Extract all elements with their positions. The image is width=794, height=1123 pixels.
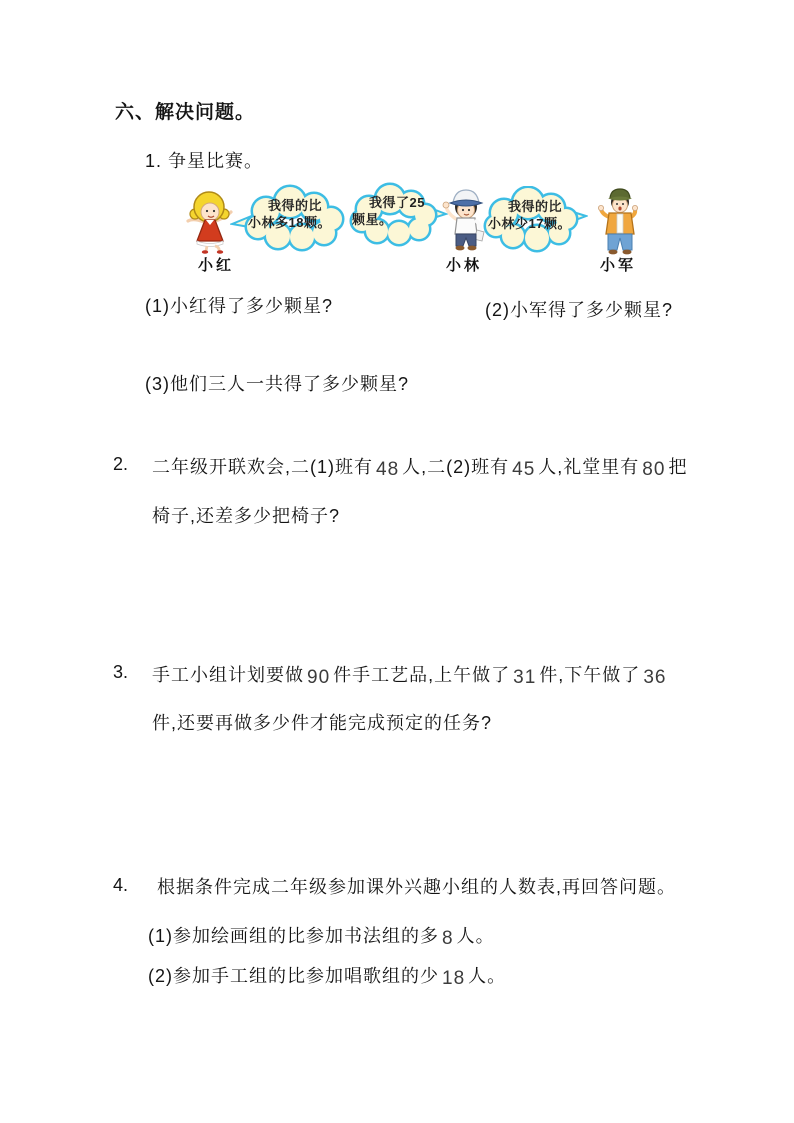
- text-run: 二年级开联欢会,二(1)班有: [152, 457, 373, 477]
- speech-bubble-xiaolin: [346, 182, 448, 250]
- inline-number: 36: [643, 667, 667, 688]
- problem-1-question-1: (1)小红得了多少颗星?: [145, 296, 334, 316]
- text-run: (1)参加绘画组的比参加书法组的多: [148, 926, 439, 946]
- text-run: 人,礼堂里有: [538, 457, 640, 477]
- text-run: 把: [668, 457, 688, 477]
- inline-number: 90: [307, 667, 331, 688]
- problem-4-marker: 4.: [113, 875, 129, 895]
- section-title: 六、解决问题。: [115, 102, 256, 123]
- text-run: 人。: [456, 926, 495, 946]
- xiaojun-boy-illustration: [594, 186, 646, 258]
- problem-2-line-2: 椅子,还差多少把椅子?: [152, 506, 341, 526]
- text-run: 件,下午做了: [539, 665, 641, 685]
- inline-number: 45: [512, 459, 536, 480]
- problem-1-question-2: (2)小军得了多少颗星?: [485, 300, 674, 320]
- inline-number: 18: [442, 968, 466, 989]
- text-run: (2)参加手工组的比参加唱歌组的少: [148, 966, 439, 986]
- text-run: 件手工艺品,上午做了: [333, 665, 511, 685]
- problem-4-title: 根据条件完成二年级参加课外兴趣小组的人数表,再回答问题。: [157, 877, 676, 897]
- bubble-text-line: 我得的比: [267, 198, 322, 213]
- problem-3-line-2: 件,还要再做多少件才能完成预定的任务?: [152, 713, 493, 733]
- bubble-text-line: 我得了25: [369, 195, 425, 210]
- xiaolin-label: 小林: [446, 257, 483, 274]
- star-contest-illustration: [178, 182, 670, 278]
- inline-number: 48: [376, 459, 400, 480]
- problem-1-title: 1. 争星比赛。: [145, 151, 264, 171]
- text-run: 手工小组计划要做: [152, 665, 304, 685]
- inline-number: 31: [513, 667, 537, 688]
- text-run: 人,二(2)班有: [402, 457, 510, 477]
- problem-2-marker: 2.: [113, 454, 129, 474]
- problem-3-marker: 3.: [113, 662, 129, 682]
- speech-bubble-xiaohong: [230, 184, 348, 254]
- problem-4-condition-1: [148, 922, 495, 948]
- xiaohong-label: 小红: [198, 257, 235, 274]
- inline-number: 8: [442, 928, 454, 949]
- bubble-text-line: 小林少17颗。: [488, 216, 571, 231]
- bubble-text-line: 颗星。: [352, 212, 393, 227]
- problem-2-line-1: [152, 453, 687, 479]
- problem-1-question-3: (3)他们三人一共得了多少颗星?: [145, 374, 410, 394]
- text-run: 人。: [468, 966, 507, 986]
- problem-4-condition-2: [148, 962, 506, 988]
- inline-number: 80: [642, 459, 666, 480]
- xiaojun-label: 小军: [600, 257, 637, 274]
- problem-3-line-1: [152, 661, 669, 687]
- bubble-text-line: 我得的比: [507, 199, 562, 214]
- bubble-text-line: 小林多18颗。: [248, 215, 331, 230]
- speech-bubble-xiaojun: [478, 186, 588, 254]
